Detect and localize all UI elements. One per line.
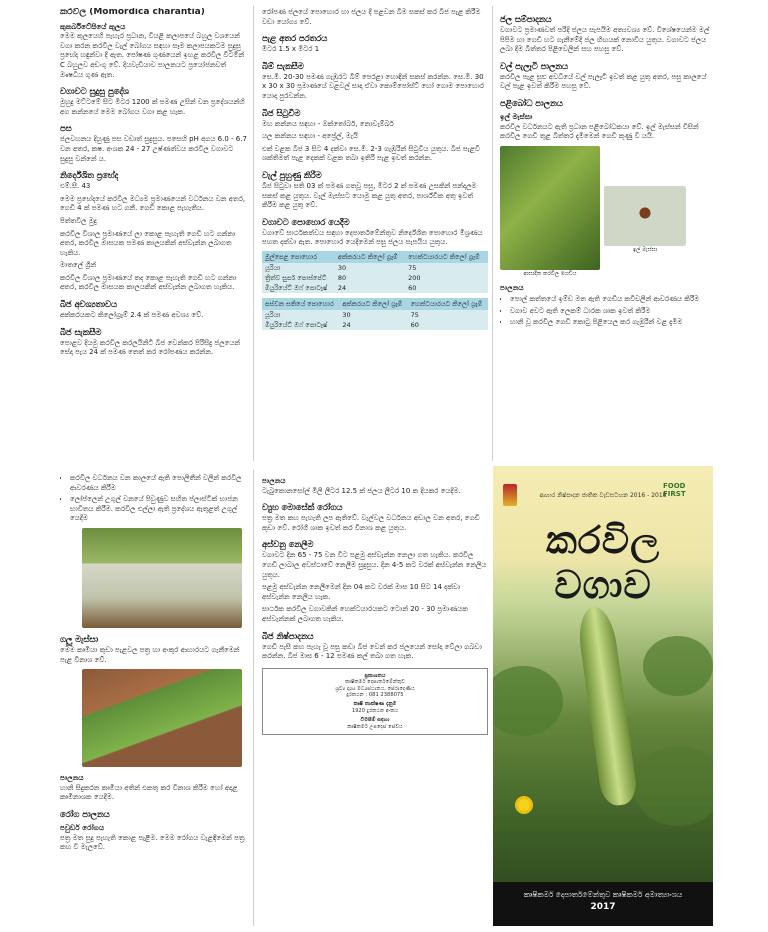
publisher-box (262, 668, 488, 735)
variety-2-desc: කරවිල විශාල ප්‍රමාණයේ ලා කොළ පැහැති ගෙඩි හට ගන්නා අතර, කරවිල මාසයක පමණ කාලයකින් අස්වැන්න ලබාගත හැකිය. (60, 229, 236, 257)
control-heading: පාලනය (500, 283, 524, 293)
land-prep-heading: බිම් සැකසීම (262, 60, 304, 71)
trap-photo (82, 528, 242, 628)
publisher-line: කෘෂි තාක්ෂණ දැනුම (353, 701, 397, 708)
control-list (500, 295, 710, 328)
list-item: • කරවිල වර්ධනය වන කාලයේ ඇති පොලිතීන් වලින් කරවිල ආවරණය කිරීම (70, 474, 248, 493)
control-text: හානි සිදුකරන කෘමියා අතින් එකතු කර විනාශ කිරීම හෝ අදාළ කෘමිනාශක යෙදීම. (60, 783, 238, 802)
variety-3-name: මාතලේ ග්‍රීන් (60, 261, 97, 270)
table-row (262, 263, 488, 273)
virus-heading: ව්‍යුහ මොසේක් රෝගය (262, 502, 343, 513)
fruit-fly-name: ඉල් මැස්සා (500, 111, 533, 121)
weed-heading: වල් පැලෑටි පාලනය (500, 60, 568, 71)
table-cell: 75 (408, 310, 488, 320)
publisher-line: දුරකථන : 081 2388075 (346, 691, 404, 698)
harvest-text-2: පළමු අස්වැන්න නෙලීමෙන් දින 04 කට වරක් මාස 10 සිට 14 දක්වා අස්වැන්න නෙලිය හැක. (262, 583, 461, 601)
seed-rate-text: අක්කරයකට කිලෝග්‍රෑම් 2.4 ක් පමණ අවශ්‍ය වේ. (60, 311, 204, 320)
seed-production-text: ගෙඩි පැසී කහ පැහැ වූ පසු කඩා බීජ වෙන් කර ජලයෙන් සෝදා වේලා ගබඩා කරන්න. බීජ මාස 6 - 12 පමණ කල් තබා ගත හැක. (262, 642, 482, 661)
publisher-line: විමසීම් සඳහා (360, 717, 390, 724)
divider (253, 470, 254, 926)
table-cell: 80 (335, 273, 405, 283)
seed-prep-text: පොළව දියමු කරවිල කරලයිනිටි බීජ වෙන්කර පිරිසිදු ජලයෙන් සේදා පැය 24 ක් පමණ තෙත් කර රෝපණය කරන්න. (60, 338, 241, 357)
family-heading: කුකර්බිටේසියේ කුලය (60, 21, 126, 31)
bitter-gourd-image (575, 604, 638, 807)
seeding-maha: මහ කන්නය සඳහා - ඔක්තෝබර්, නොවැම්බර් (262, 119, 394, 128)
variety-1-desc: මෙම ප්‍රභේදයේ කරවිල මධ්‍යම ප්‍රමාණයෙන් වර්ධනය වන අතර, ගෙඩි 4 ක් පමණ හට ගනී. ගෙඩි කොළ පැහැතිය. (60, 194, 246, 213)
seeding-yala: යල කන්නය සඳහා - අප්‍රේල්, මැයි (262, 132, 358, 141)
basal-fertilizer-table (262, 251, 488, 293)
table-header: පස්වන සතියේ පොහොර (262, 298, 339, 310)
spacing-value: මීටර 1.5 x මීටර 1 (262, 45, 320, 54)
table-cell: 60 (405, 283, 488, 293)
fruit-fly-caption: ඉල් මැස්සා (632, 246, 658, 253)
table-cell: මියුරියේට් ඔෆ් පොටෑෂ් (262, 283, 335, 293)
table-cell: 60 (408, 320, 488, 330)
panel-pest-control (60, 472, 248, 927)
yield-text: සාර්ථක කරවිල වගාවකින් හෙක්ටයාරයකට ටොන් 20 - 30 ප්‍රමාණයක අස්වැන්නක් ලබාගත හැකිය. (262, 605, 468, 623)
infected-fruit-photo (500, 146, 600, 270)
seed-rate-heading: බීජ අවශ්‍යතාවය (60, 299, 117, 310)
infected-fruit-caption: ආසාදිත කරවිල ගෙඩිය (523, 270, 577, 277)
spacing-heading: පැළ අතර පරතරය (262, 33, 328, 44)
mildew-heading: පවුඩර් රෝගය (60, 822, 105, 832)
table-header: අක්කරයට කිලෝ ග්‍රෑම් (339, 298, 407, 310)
panel-harvest (262, 472, 488, 927)
divider (492, 6, 493, 461)
panel-intro (60, 8, 248, 463)
variety-2-name: පිත්තවිල මුදු (60, 216, 97, 225)
food-first-text: FOOD FIRST (663, 482, 686, 498)
beetle-text: මෙම කෘමියා කුඩා පැළවල පත්‍ර හා අංකුර ආහාරයට ගැනීමෙන් පැළ විනාශ වේ. (60, 645, 240, 664)
list-item: • වගාව අවට ඇති ලෙකම් ධාරක ශාක ඉවත් කිරීම (510, 307, 710, 317)
intro-text: රෝපණ ජලයේ පොහොර හා ජලය දී පළවන බිම සකස් කර බීජ පැළ කිරීම වඩා යෝග්‍ය වේ. (262, 8, 481, 26)
seed-production-heading: බීජ නිෂ්පාදනය (262, 630, 314, 641)
publisher-line: ශ්‍රව්‍ය දෘශ්‍ය මධ්‍යස්ථානය, පේරාදෙණිය (335, 685, 415, 692)
irrigation-heading: ජල සම්පාදනය (500, 14, 552, 24)
panel-cultivation (262, 8, 488, 463)
trellis-heading: වැල් පුහුණු කිරීම (262, 169, 322, 180)
table-cell: 75 (405, 263, 488, 273)
beetle-damage-photo (82, 669, 242, 767)
weed-text: කරවිල පැළ සුළු අවධියේ වල් පැලෑටි ඉවත් කළ යුතු අතර, පසු කාලයේ වල් පැළ ඉවත් කිරීම පහසු වේ. (500, 72, 707, 91)
control-heading: පාලනය (262, 476, 286, 485)
table-row (262, 320, 488, 330)
pest-heading: පළිබෝධ පාලනය (500, 97, 563, 108)
divider (253, 6, 254, 461)
list-item: • ලෝප්ලෙන් උගුල් වනයේ පිවුණුව සහිත ප්ලාස්ටික් භාජන භාවිතය කිරීම. කරවිල එල්ලා ඇති ප්‍රදේශය ඇතුළත් උගුල් යෙදීම (70, 495, 248, 524)
publisher-line: 1920 දුරකථන අංකය (351, 707, 399, 714)
mildew-text: පත්‍ර මත සුදු පැහැති කොළ පැළීම. මෙම රෝගය වැළඳීමෙන් පත්‍ර කහ වී මැලවේ. (60, 833, 245, 852)
harvest-heading: අස්වනු නෙලීම (262, 539, 314, 550)
control-heading: පාලනය (60, 773, 84, 783)
table-cell: 30 (335, 263, 405, 273)
table-cell: 24 (335, 283, 405, 293)
soil-text: ජලවහනය දියුණු පස වඩාත් සුදුසුය. පසෙහි pH අගය 6.0 - 6.7 වන අතර, කෂ. අංශක 24 - 27 උෂ්ණත්වය කරවිල වගාවට සුදුසු වන්නේ ය. (60, 135, 247, 163)
flower-image (515, 796, 533, 814)
fertilizer-text: වගාවේ සාර්ථකත්වය සඳහා දෙපාර්තමේන්තුව නිර්දේශිත පොහොර මිශ්‍රණය පහත දක්වා ඇත. පොහොර යෙදීමෙන් පසු ජලය සැපයිය යුතුය. (262, 228, 483, 247)
publisher-line: ප්‍රකාශනය (364, 672, 386, 679)
table-cell: 200 (405, 273, 488, 283)
leaf-shape (643, 636, 713, 696)
table-cell: ත්‍රිත්ව සුපර් පොස්පේට් (262, 273, 335, 283)
trellis-text: බීජ සිටුවා සති 03 ක් පමණ ගතවූ පසු, මීටර 2 ක් පමණ උසකින් පන්දලම සකස් කළ යුතුය. වැල් මැස්සට යොමු කළ යුතු අතර, පාර්ශ්වික අතු ඉවත් කිරීම කළ යුතු වේ. (262, 181, 477, 210)
varieties-heading: නිර්දේශිත ප්‍රභේද (60, 170, 119, 181)
land-prep-text: සෙ.මී. 20-30 පමණ ගැඹුරට බිම් පෙරළා හොඳින් සකස් කරන්න. සෙ.මී. 30 x 30 x 30 ප්‍රමාණයේ වළවල් සාදා ඒවා කොම්පෝස්ට් හෝ ගොම පොහොර යොදා පුරවන්න. (262, 72, 485, 100)
department-name: කෘෂිකර්ම දෙපාර්තමේන්තුව කෘෂිකර්ම අමාත්‍යාංශය (523, 890, 683, 899)
disease-heading: රෝග පාලනය (60, 808, 110, 819)
table-cell: 24 (339, 320, 407, 330)
seeding-text: එක් වළක බීජ 3 සිට 4 දක්වා සෙ.මී. 2-3 ගැඹුරින් සිටුවිය යුතුය. බීජ පැළවී ශක්තිමත් පැළ දෙකක් වළක තබා ඉතිරි පැළ ඉවත් කරන්න. (262, 144, 480, 163)
suitable-areas-heading: වගාවට සුදුසු පුදේශ (60, 86, 129, 97)
cover-panel (493, 466, 713, 926)
table-cell: යූරියා (262, 310, 339, 320)
table-cell: 30 (339, 310, 407, 320)
table-header: හෙක්ටයාරයට කිලෝ ග්‍රෑම් (408, 298, 488, 310)
virus-text: පත්‍ර මත කහ පැහැති ලප ඇතිවේ. වැල්වල වර්ධනය අඩාල වන අතර, ගෙඩි කුඩා වේ. රෝගී ශාක ඉවත් කර විනාශ කළ යුතුය. (262, 514, 480, 532)
cover-footer (493, 882, 713, 926)
fruit-fly-text: කරවිල වර්ධනයට ඇති ප්‍රධාන පළිබෝධකයා වේ. ඉල් මැස්සන් විසින් කරවිල ගෙඩි තුළ බිත්තර දැමීමෙන් ගෙඩි කුණු වී යයි. (500, 122, 699, 141)
fruit-fly-photo (604, 186, 686, 246)
list-item: • හානි වූ කරවිල ගෙඩි කොටු පිළියෙල කර ගැඹුරින් වළ දැමීම (510, 318, 710, 328)
program-title: ආහාර නිෂ්පාදන ජාතික වැඩසටහන 2016 - 2018 (539, 492, 667, 499)
variety-3-desc: කරවිල විශාල ප්‍රමාණයේ තද කොළ පැහැති ගෙඩි හට ගන්නා අතර, කරවිල මාසයක කාලයකින් අස්වැන්න ලබාගත හැකිය. (60, 273, 237, 292)
list-item: • පොල් කත්තයේ ඉම්ඩ මත ඇති ගෙඩිය කවිචලින් ආවරණය කිරීම (510, 295, 710, 305)
seed-prep-heading: බීජ සැකසීම (60, 326, 102, 337)
trap-list (60, 474, 248, 524)
intro-text: මෙම කුලයෙහි පැහැර ප්‍රධාන, වියළි කලාපයේ බහුල වශයෙන් වගා කරන කරවිල වැල් බෝගය සඳහා සෑම කලාපයකටම සුදුසු ප්‍රභේද හඳුන්වා දී ඇත. පෝෂණ ගුණයෙන් ඉහළ කරවිල විටමින් C බහුලව අඩංගු වේ. දියවැඩියාව පාලනයට ප්‍රයෝජනවත් ඖෂධීය ගුණ ඇත. (60, 32, 245, 79)
irrigation-text: වගාවට ප්‍රමාණවත් පරිදි ජලය සැපයීම අත්‍යවශ්‍ය වේ. විශේෂයෙන්ම මල් පිපීම හා ගෙඩි හට ගැනීමේදී ජල හිඟයක් නොවිය යුතුය. වගාවට ජලය ලබා දීම බිත්තර පිළිවෙලින් සහ පහසු වේ. (500, 26, 710, 54)
table-row (262, 283, 488, 293)
beetle-heading: ගලු මැස්සා (60, 633, 99, 644)
control-text: ටැබුකොනසෝල් මිලි ලීටර 12.5 ක් ජලය ලීටර 10 ක දියකර යෙදීම. (262, 486, 461, 495)
cover-title: කරවිල වගාව (545, 518, 661, 607)
table-header: මුල්පෙළ පොහොර (262, 251, 335, 263)
table-row (262, 273, 488, 283)
crop-heading: කරවිල (Momordica charantia) (60, 8, 205, 17)
panel-water-pest (500, 8, 710, 463)
publisher-line: කෘෂිකර්ම උපදෙස් සේවය (347, 723, 403, 730)
leaf-shape (633, 746, 713, 826)
fertilizer-heading: වගාවට පොහොර යෙදීම (262, 216, 350, 227)
table-row (262, 310, 488, 320)
topdress-fertilizer-table (262, 298, 488, 330)
publisher-line: කෘෂිකර්ම දෙපාර්තමේන්තුව (345, 679, 405, 686)
table-cell: මියුරියේට් ඔෆ් පොටෑෂ් (262, 320, 339, 330)
table-cell: යූරියා (262, 263, 335, 273)
suitable-areas-text: මුහුදු මට්ටමේ සිට මීටර 1200 ක් පමණ උසින් වන ප්‍රදේශයන්හි අග කන්නයේ මෙම බෝගය වගා කළ හැක. (60, 98, 245, 116)
table-header: අක්කරයට කිලෝ ග්‍රෑම් (335, 251, 405, 263)
publication-year: 2017 (590, 902, 616, 912)
seeding-heading: බීජ සිටුවීම (262, 107, 301, 118)
variety-1-name: එම්.සී. 43 (60, 182, 91, 191)
table-header: හෙක්ටයාරයට කිලෝ ග්‍රෑම් (405, 251, 488, 263)
leaf-shape (493, 666, 563, 736)
harvest-text: වගාවට දින 65 - 75 වන විට පළමු අස්වැන්න නෙලා ගත හැකිය. කරවිල ගෙඩි ලාබාල අවස්ථාවේ නෙලීම සුදුසුය. දින 4-5 කට වරක් අස්වැන්න නෙලිය යුතුය. (262, 551, 487, 579)
soil-heading: පස (60, 123, 72, 134)
